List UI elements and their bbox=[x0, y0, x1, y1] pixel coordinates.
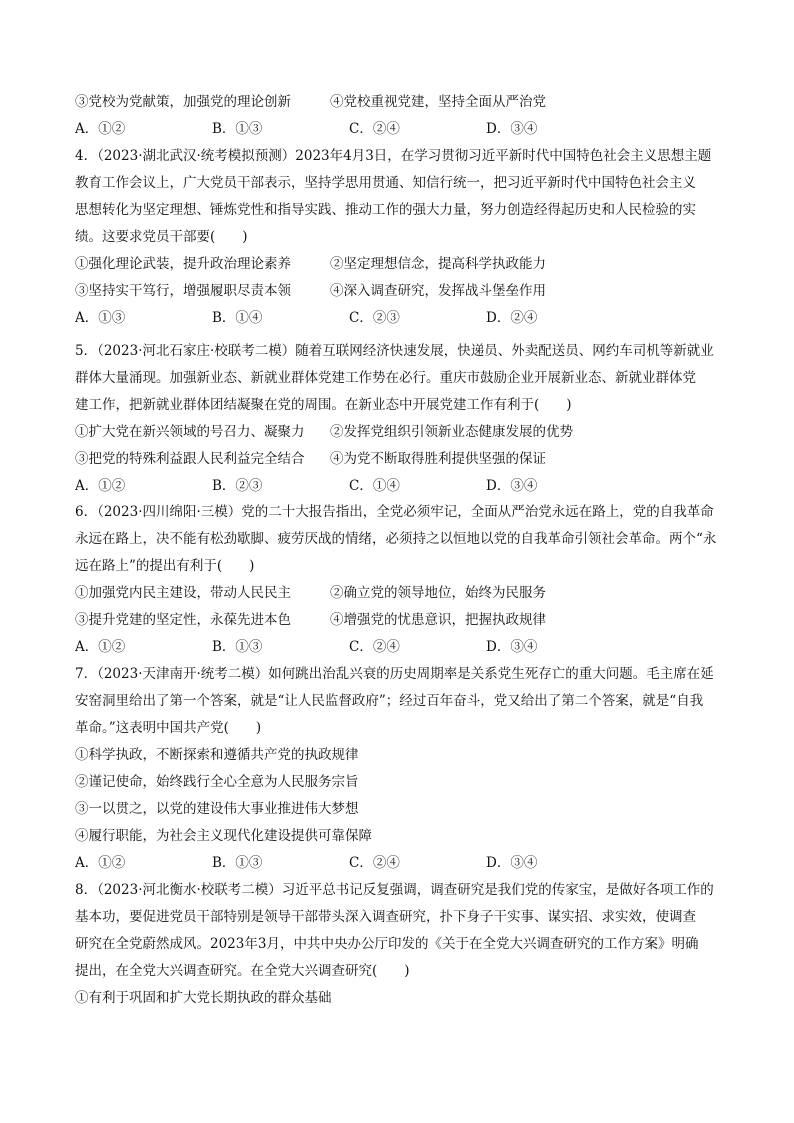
choice-a: A．①② bbox=[75, 478, 126, 494]
choice-c: C．②③ bbox=[349, 310, 400, 326]
stem-line: 绩。这要求党员干部要( ) bbox=[75, 229, 248, 245]
option-2: ②谨记使命，始终践行全心全意为人民服务宗旨 bbox=[75, 774, 359, 790]
option-3: ③坚持实干笃行，增强履职尽责本领 bbox=[75, 283, 291, 299]
choice-c: C．①④ bbox=[349, 478, 400, 494]
option-4: ④增强党的忧患意识，把握执政规律 bbox=[330, 612, 546, 628]
option-row bbox=[75, 419, 725, 446]
stem-line: 永远在路上，决不能有松劲歇脚、疲劳厌战的情绪，必须持之以恒地以党的自我革命引领社会革命。两个“永 bbox=[75, 531, 717, 547]
option-row bbox=[75, 251, 725, 278]
choice-c: C．②④ bbox=[349, 855, 400, 871]
choice-b: B．①③ bbox=[212, 121, 263, 137]
question-6 bbox=[75, 499, 725, 661]
option-3: ③一以贯之，以党的建设伟大事业推进伟大梦想 bbox=[75, 801, 359, 817]
stem-line: 教育工作会议上，广大党员干部表示，坚持学思用贯通、知信行统一，把习近平新时代中国特色社会主义 bbox=[75, 175, 696, 191]
option-4: ④深入调查研究，发挥战斗堡垒作用 bbox=[330, 283, 546, 299]
stem-line: 基本功，要促进党员干部特别是领导干部带头深入调查研究，扑下身子干实事、谋实招、求实效，使调查 bbox=[75, 909, 696, 925]
stem-line: 7．（2023·天津南开·统考二模）如何跳出治乱兴衰的历史周期率是关系党生死存亡的重大问题。毛主席在延 bbox=[75, 666, 714, 682]
answer-choices bbox=[75, 116, 725, 143]
answer-choices bbox=[75, 634, 725, 661]
stem-line: 6．（2023·四川绵阳·三模）党的二十大报告指出，全党必须牢记，全面从严治党永远在路上，党的自我革命 bbox=[75, 504, 714, 520]
option-4: ④为党不断取得胜利提供坚强的保证 bbox=[330, 451, 546, 467]
question-5 bbox=[75, 338, 725, 500]
option-1: ①加强党内民主建设，带动人民民主 bbox=[75, 585, 291, 601]
stem-line: 研究在全党蔚然成风。2023年3月，中共中央办公厅印发的《关于在全党大兴调查研究的工作方案》明确 bbox=[75, 936, 699, 952]
stem-line: 提出，在全党大兴调查研究。在全党大兴调查研究( ) bbox=[75, 963, 410, 979]
option-1: ①有利于巩固和扩大党长期执政的群众基础 bbox=[75, 990, 332, 1006]
answer-choices bbox=[75, 305, 725, 332]
stem-line: 5．（2023·河北石家庄·校联考二模）随着互联网经济快速发展，快递员、外卖配送员、网约车司机等新就业 bbox=[75, 343, 714, 359]
choice-d: D．③④ bbox=[486, 855, 538, 871]
answer-choices bbox=[75, 473, 725, 500]
question-stem bbox=[75, 877, 725, 985]
option-3: ③党校为党献策，加强党的理论创新 bbox=[75, 94, 291, 110]
choice-b: B．①③ bbox=[212, 855, 263, 871]
option-2: ②发挥党组织引领新业态健康发展的优势 bbox=[330, 424, 573, 440]
stem-line: 8．（2023·河北衡水·校联考二模）习近平总书记反复强调，调查研究是我们党的传家宝，是做好各项工作的 bbox=[75, 882, 714, 898]
option-4: ④履行职能，为社会主义现代化建设提供可靠保障 bbox=[75, 828, 372, 844]
stem-line: 建工作，把新就业群体团结凝聚在党的周围。在新业态中开展党建工作有利于( ) bbox=[75, 397, 572, 413]
choice-d: D．③④ bbox=[486, 121, 538, 137]
question-stem bbox=[75, 143, 725, 251]
choice-a: A．①② bbox=[75, 855, 126, 871]
choice-b: B．②③ bbox=[212, 478, 263, 494]
choice-a: A．①② bbox=[75, 639, 126, 655]
choice-c: C．②④ bbox=[349, 121, 400, 137]
choice-a: A．①③ bbox=[75, 310, 126, 326]
option-row bbox=[75, 607, 725, 634]
stem-line: 安窑洞里给出了第一个答案，就是“让人民监督政府”；经过百年奋斗，党又给出了第二个答案，就是“自我 bbox=[75, 693, 704, 709]
choice-b: B．①③ bbox=[212, 639, 263, 655]
option-2: ②坚定理想信念，提高科学执政能力 bbox=[330, 256, 546, 272]
question-3-tail bbox=[75, 89, 725, 143]
stem-line: 4．（2023·湖北武汉·统考模拟预测）2023年4月3日，在学习贯彻习近平新时代中国特色社会主义思想主题 bbox=[75, 148, 712, 164]
stem-line: 革命。”这表明中国共产党( ) bbox=[75, 720, 262, 736]
stem-line: 群体大量涌现。加强新业态、新就业群体党建工作势在必行。重庆市鼓励企业开展新业态、新就业群体党 bbox=[75, 370, 696, 386]
choice-c: C．②④ bbox=[349, 639, 400, 655]
question-stem bbox=[75, 499, 725, 580]
choice-a: A．①② bbox=[75, 121, 126, 137]
question-stem bbox=[75, 338, 725, 419]
option-1: ①强化理论武装，提升政治理论素养 bbox=[75, 256, 291, 272]
option-row bbox=[75, 89, 725, 116]
stem-line: 远在路上”的提出有利于( ) bbox=[75, 558, 255, 574]
stem-line: 思想转化为坚定理想、锤炼党性和指导实践、推动工作的强大力量，努力创造经得起历史和人民检验的实 bbox=[75, 202, 696, 218]
option-3: ③提升党建的坚定性，永葆先进本色 bbox=[75, 612, 291, 628]
option-1: ①科学执政，不断探索和遵循共产党的执政规律 bbox=[75, 747, 359, 763]
question-8 bbox=[75, 877, 725, 1012]
answer-choices bbox=[75, 850, 725, 877]
option-1: ①扩大党在新兴领域的号召力、凝聚力 bbox=[75, 424, 305, 440]
option-3: ③把党的特殊利益跟人民利益完全结合 bbox=[75, 451, 305, 467]
choice-d: D．③④ bbox=[486, 639, 538, 655]
question-7 bbox=[75, 661, 725, 877]
question-4 bbox=[75, 143, 725, 332]
option-row bbox=[75, 580, 725, 607]
option-row bbox=[75, 278, 725, 305]
choice-d: D．②④ bbox=[486, 310, 538, 326]
question-stem bbox=[75, 661, 725, 742]
choice-b: B．①④ bbox=[212, 310, 263, 326]
option-4: ④党校重视党建，坚持全面从严治党 bbox=[330, 94, 546, 110]
choice-d: D．③④ bbox=[486, 478, 538, 494]
option-row bbox=[75, 446, 725, 473]
option-2: ②确立党的领导地位，始终为民服务 bbox=[330, 585, 546, 601]
